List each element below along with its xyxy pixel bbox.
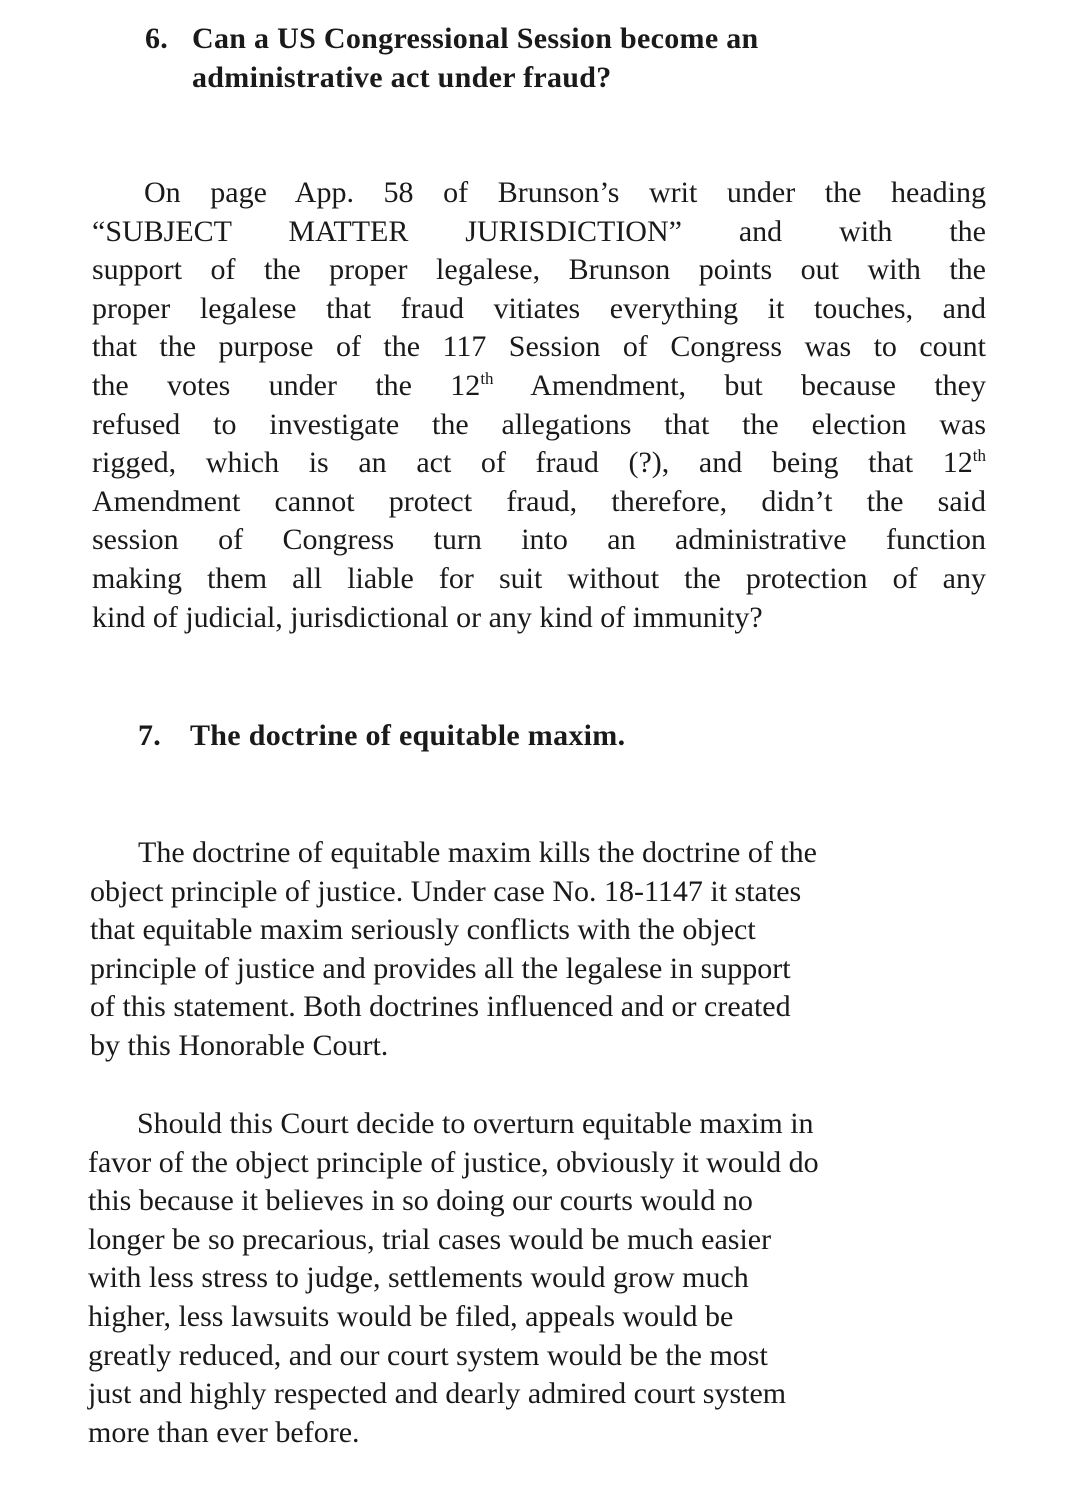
paragraph-line: principle of justice and provides all the legalese in support xyxy=(90,951,791,985)
paragraph-line: session of Congress turn into an administrative function xyxy=(92,523,986,557)
section-7-number: 7. xyxy=(138,719,162,752)
line-text: rigged, which is an act of fraud (?), and being that 12 xyxy=(92,446,973,480)
paragraph-line: this because it believes in so doing our courts would no xyxy=(88,1184,753,1218)
paragraph-line: proper legalese that fraud vitiates everything it touches, and xyxy=(92,291,986,325)
paragraph-line: kind of judicial, jurisdictional or any kind of immunity? xyxy=(92,600,763,634)
paragraph-line: with less stress to judge, settlements would grow much xyxy=(88,1261,749,1295)
section-6-number: 6. xyxy=(145,22,169,55)
paragraph-line: making them all liable for suit without the protection of any xyxy=(92,561,986,595)
paragraph-line: “SUBJECT MATTER JURISDICTION” and with the xyxy=(92,214,986,248)
section-6-heading xyxy=(145,19,945,97)
superscript: th xyxy=(480,368,494,388)
paragraph-line: by this Honorable Court. xyxy=(90,1028,389,1062)
section-7-paragraph-2 xyxy=(88,1105,988,1452)
paragraph-line: more than ever before. xyxy=(88,1415,360,1449)
section-7-paragraph-1 xyxy=(90,834,990,1066)
paragraph-line: just and highly respected and dearly admired court system xyxy=(88,1377,787,1411)
paragraph-line: of this statement. Both doctrines influenced and or created xyxy=(90,990,791,1024)
paragraph-line: support of the proper legalese, Brunson points out with the xyxy=(92,253,986,287)
section-7-heading xyxy=(138,716,938,755)
line-text: Amendment, but because they xyxy=(493,368,986,402)
superscript: th xyxy=(972,446,986,466)
paragraph-line: Should this Court decide to overturn equitable maxim in xyxy=(137,1107,814,1140)
paragraph-line: higher, less lawsuits would be filed, appeals would be xyxy=(88,1299,734,1333)
paragraph-line: that the purpose of the 117 Session of Congress was to count xyxy=(92,330,986,364)
section-7-title: The doctrine of equitable maxim. xyxy=(190,719,626,752)
paragraph-line: On page App. 58 of Brunson’s writ under the heading xyxy=(144,176,986,209)
paragraph-line xyxy=(92,444,986,483)
paragraph-line: object principle of justice. Under case No. 18-1147 it states xyxy=(90,874,802,908)
paragraph-line: that equitable maxim seriously conflicts with the object xyxy=(90,913,756,947)
paragraph-line: Amendment cannot protect fraud, therefore, didn’t the said xyxy=(92,484,986,518)
paragraph-line: refused to investigate the allegations that the election was xyxy=(92,407,986,441)
line-text: the votes under the 12 xyxy=(92,368,481,402)
section-6-title-line-1: Can a US Congressional Session become an xyxy=(192,22,759,55)
paragraph-line: favor of the object principle of justice, obviously it would do xyxy=(88,1145,819,1179)
paragraph-line xyxy=(92,367,986,406)
section-6-title-line-2: administrative act under fraud? xyxy=(192,61,612,94)
paragraph-line: longer be so precarious, trial cases would be much easier xyxy=(88,1222,772,1256)
paragraph-line: greatly reduced, and our court system would be the most xyxy=(88,1338,768,1372)
paragraph-line: The doctrine of equitable maxim kills the doctrine of the xyxy=(138,836,817,869)
section-6-paragraph xyxy=(92,174,986,637)
